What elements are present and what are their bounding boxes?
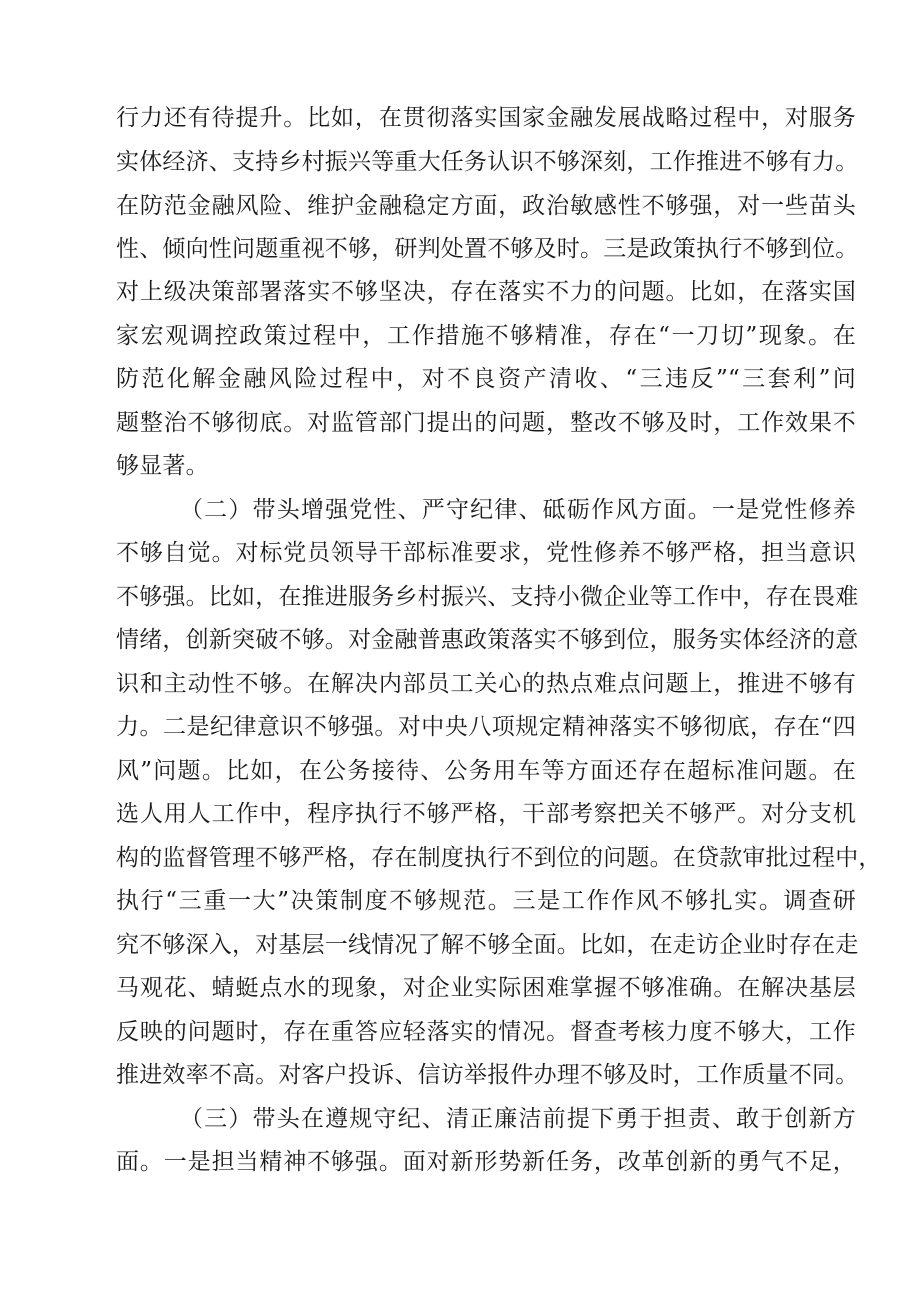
- text-line: 究不够深入，对基层一线情况了解不够全面。比如，在走访企业时存在走: [116, 932, 859, 958]
- text-line: 马观花、蜻蜓点水的现象，对企业实际困难掌握不够准确。在解决基层: [116, 975, 856, 1001]
- text-line: 家宏观调控政策过程中，工作措施不够精准，存在“一刀切”现象。在: [116, 323, 856, 349]
- text-line: 执行“三重一大”决策制度不够规范。三是工作作风不够扎实。调查研: [116, 888, 856, 914]
- text-line: 力。二是纪律意识不够强。对中央八项规定精神落实不够彻底，存在“四: [116, 714, 856, 740]
- text-line: 推进效率不高。对客户投诉、信访举报件办理不够及时，工作质量不同。: [116, 1062, 859, 1088]
- text-line: 在防范金融风险、维护金融稳定方面，政治敏感性不够强，对一些苗头: [116, 193, 856, 219]
- text-line: 行力还有待提升。比如，在贯彻落实国家金融发展战略过程中，对服务: [116, 105, 856, 131]
- text-line: 性、倾向性问题重视不够，研判处置不够及时。三是政策执行不够到位。: [116, 236, 859, 262]
- text-line: 题整治不够彻底。对监管部门提出的问题，整改不够及时，工作效果不: [116, 410, 856, 436]
- text-line: 不够强。比如，在推进服务乡村振兴、支持小微企业等工作中，存在畏难: [116, 584, 859, 610]
- text-line: 防范化解金融风险过程中，对不良资产清收、“三违反”“三套利”问: [116, 366, 856, 392]
- text-line: 实体经济、支持乡村振兴等重大任务认识不够深刻，工作推进不够有力。: [116, 149, 859, 175]
- text-line: 够显著。: [116, 453, 209, 479]
- text-line: 不够自觉。对标党员领导干部标准要求，党性修养不够严格，担当意识: [116, 540, 856, 566]
- text-line: 对上级决策部署落实不够坚决，存在落实不力的问题。比如，在落实国: [116, 279, 856, 305]
- text-line: 风”问题。比如，在公务接待、公务用车等方面还存在超标准问题。在: [116, 758, 856, 784]
- section-heading-3: （三）带头在遵规守纪、清正廉洁前提下勇于担责、敢于创新方: [180, 1106, 856, 1132]
- text-line: 面。一是担当精神不够强。面对新形势新任务，改革创新的勇气不足，: [116, 1149, 856, 1175]
- section-heading-2: （二）带头增强党性、严守纪律、砥砺作风方面。一是党性修养: [180, 497, 856, 523]
- text-line: 反映的问题时，存在重答应轻落实的情况。督查考核力度不够大，工作: [116, 1019, 856, 1045]
- text-line: 构的监督管理不够严格，存在制度执行不到位的问题。在贷款审批过程中，: [116, 845, 882, 871]
- text-line: 选人用人工作中，程序执行不够严格，干部考察把关不够严。对分支机: [116, 801, 856, 827]
- text-line: 情绪，创新突破不够。对金融普惠政策落实不够到位，服务实体经济的意: [116, 627, 859, 653]
- text-line: 识和主动性不够。在解决内部员工关心的热点难点问题上，推进不够有: [116, 671, 856, 697]
